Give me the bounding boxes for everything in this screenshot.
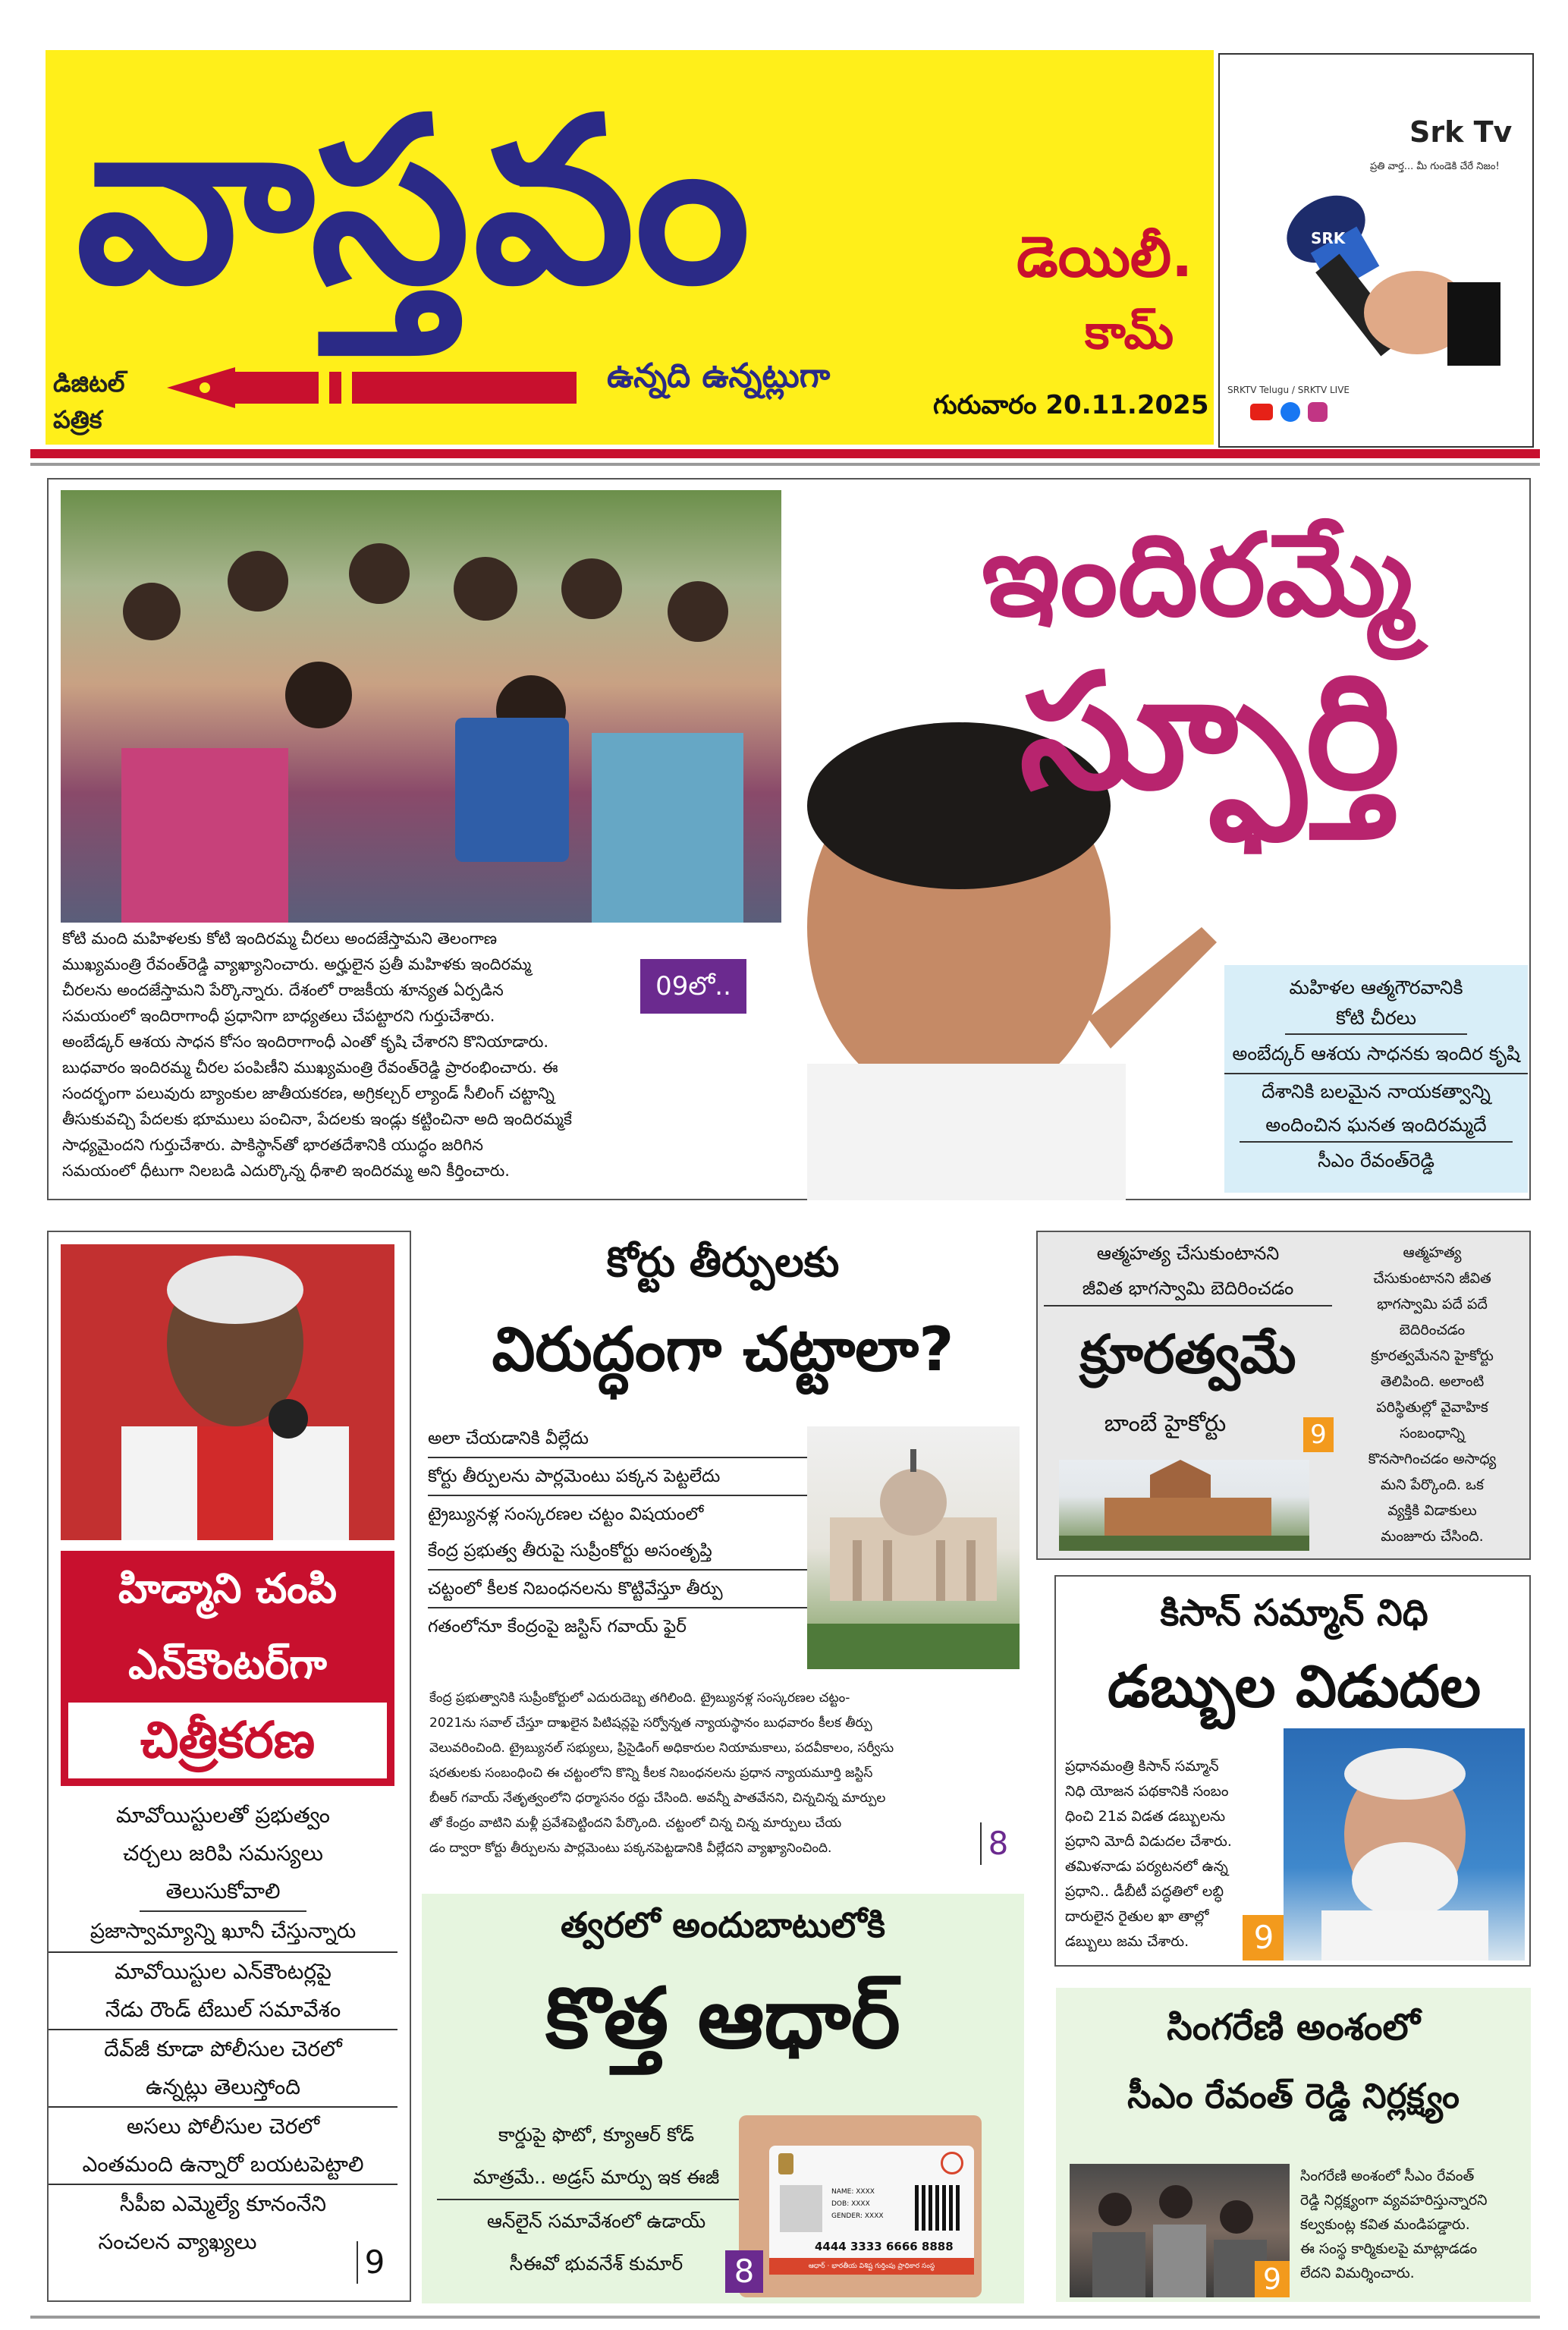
left-headline-3: చిత్రీకరణ bbox=[68, 1703, 387, 1778]
court-story bbox=[422, 1231, 1024, 1879]
kisan-line: ప్రధాని మోదీ విడుదల చేశారు. bbox=[1065, 1833, 1232, 1850]
left-lines bbox=[49, 1797, 397, 2261]
aadhaar-story bbox=[422, 1894, 1024, 2303]
qr-code-icon bbox=[915, 2185, 960, 2231]
lead-body-line: సందర్భంగా పలువురు బ్యాంకుల జాతీయకరణ, అగ్రికల్చర్ ల్యాండ్ సీలింగ్ చట్టాన్ని bbox=[62, 1084, 555, 1102]
lead-body-line: కోటి మంది మహిళలకు కోటి ఇందిరమ్మ చీరలు అందజేస్తామని తెలంగాణ bbox=[62, 929, 498, 948]
court-bullet: అలా చేయడానికి వీల్లేదు bbox=[428, 1420, 807, 1458]
bombay-side-line: చేసుకుంటానని జీవిత bbox=[1373, 1270, 1491, 1287]
left-headline-2: ఎన్‌కౌంటర్‌గా bbox=[128, 1640, 327, 1688]
kisan-kicker: కిసాన్ సమ్మాన్ నిధి bbox=[1160, 1592, 1428, 1634]
lead-body-line: తీసుకువచ్చి పేదలకు భూములు పంచినా, పేదలకు ఇండ్లు కట్టించినా అది ఇందిరమ్మకే bbox=[62, 1110, 572, 1128]
bombay-side-line: కొనసాగించడం అసాధ్య bbox=[1368, 1451, 1497, 1467]
srktv-mic-label: SRK bbox=[1311, 229, 1346, 247]
bombay-photo-highcourt bbox=[1059, 1460, 1309, 1551]
lead-side-line: కోటి చీరలు bbox=[1285, 1003, 1467, 1035]
court-bullet: చట్టంలో కీలక నిబంధనలను కొట్టివేస్తూ తీర్పు bbox=[428, 1571, 807, 1608]
user-silhouette-icon bbox=[780, 2185, 822, 2232]
srktv-tagline: ప్రతి వార్త... మీ గుండెకి చేరే నిజం! bbox=[1370, 161, 1500, 172]
aadhaar-card-photo bbox=[739, 2115, 982, 2297]
aadhaar-line: మాత్రమే.. అడ్రస్ మార్పు ఇక ఈజీ bbox=[437, 2156, 756, 2200]
court-body-line: డం ద్వారా కోర్టు తీర్పులను పార్లమెంటు పక్కనపెట్టడానికి వీల్లేదని వ్యాఖ్యానించింది. bbox=[429, 1841, 832, 1856]
kisan-line: తమిళనాడు పర్యటనలో ఉన్న bbox=[1065, 1858, 1228, 1875]
kisan-page-number[interactable]: 9 bbox=[1243, 1915, 1285, 1961]
lead-side-box bbox=[1224, 965, 1528, 1193]
court-body-line: 2021ను సవాల్ చేస్తూ దాఖలైన పిటిషన్లపై సర్వోన్నత న్యాయస్థానం బుధవారం కీలక తీర్పు bbox=[429, 1715, 872, 1731]
masthead-digital-2: పత్రిక bbox=[53, 405, 102, 434]
left-photo-speaker bbox=[61, 1244, 394, 1540]
court-headline: విరుద్ధంగా చట్టాలా? bbox=[492, 1314, 954, 1385]
masthead-tagline: ఉన్నది ఉన్నట్లుగా bbox=[607, 357, 831, 395]
microphone-icon bbox=[1273, 184, 1500, 373]
left-line: నేడు రౌండ్ టేబుల్ సమావేశం bbox=[49, 1991, 397, 2030]
instagram-icon[interactable] bbox=[1308, 402, 1328, 422]
aadhaar-card-dob: DOB: XXXX bbox=[831, 2200, 870, 2208]
lead-body-line: సమయంలో ధీటుగా నిలబడి ఎదుర్కొన్న ధీశాలి ఇందిరమ్మ అని కీర్తించారు. bbox=[62, 1162, 510, 1180]
rule-grey bbox=[30, 463, 1540, 466]
lead-body-line: బుధవారం ఇందిరమ్మ చీరల పంపిణీని ముఖ్యమంత్రి రేవంత్‌రెడ్డి ప్రారంభించారు. ఈ bbox=[62, 1058, 558, 1077]
left-line: మావోయిస్టుల ఎన్‌కౌంటర్లపై bbox=[115, 1959, 332, 1984]
bottom-rule bbox=[30, 2316, 1540, 2319]
bombay-side-line: వ్యక్తికి విడాకులు bbox=[1387, 1502, 1477, 1519]
kisan-story bbox=[1054, 1575, 1531, 1967]
left-line: మావోయిస్టులతో ప్రభుత్వం bbox=[116, 1803, 330, 1828]
bombay-side-line: బెదిరించడం bbox=[1399, 1322, 1466, 1338]
court-bullet: కోర్టు తీర్పులను పార్లమెంటు పక్కన పెట్టలేదు bbox=[428, 1458, 807, 1496]
singareni-line: ఈ సంస్థ కార్మికులపై మాట్లాడడం bbox=[1300, 2240, 1478, 2257]
court-body bbox=[429, 1686, 991, 1861]
singareni-line: రెడ్డి నిర్లక్ష్యంగా వ్యవహరిస్తున్నారని bbox=[1300, 2192, 1488, 2209]
left-line: అసలు పోలీసుల చెరలో bbox=[126, 2114, 320, 2139]
aadhaar-logo-icon bbox=[941, 2152, 963, 2174]
aadhaar-card-footer: ఆధార్ · భారతీయ విశిష్ట గుర్తింపు ప్రాధికార సంస్థ bbox=[769, 2258, 974, 2275]
aadhaar-card bbox=[769, 2146, 974, 2275]
lead-body-line: సాధ్యమైందని గుర్తుచేశారు. పాకిస్థాన్‌తో భారతదేశానికి యుద్ధం జరిగిన bbox=[62, 1136, 483, 1154]
bombay-side-line: మని పేర్కొంది. ఒక bbox=[1381, 1476, 1484, 1493]
lead-side-line: సీఎం రేవంత్‌రెడ్డి bbox=[1318, 1149, 1434, 1171]
lead-body-line: చీరలను అందజేస్తామని పేర్కొన్నారు. దేశంలో రాజకీయ శూన్యత ఏర్పడిన bbox=[62, 981, 504, 999]
bombay-kicker-2: జీవిత భాగస్వామి బెదిరించడం bbox=[1044, 1272, 1332, 1306]
left-line: ఉన్నట్లు తెలుస్తోంది bbox=[49, 2068, 397, 2108]
lead-jump-badge[interactable]: 09లో.. bbox=[640, 959, 746, 1014]
masthead-digital-1: డిజిటల్ bbox=[53, 369, 125, 398]
rule-red bbox=[30, 449, 1540, 458]
lead-body-line: ముఖ్యమంత్రి రేవంత్‌రెడ్డి వ్యాఖ్యానించారు. అర్హులైన ప్రతీ మహిళకు ఇందిరమ్మ bbox=[62, 955, 532, 973]
court-bullet: కేంద్ర ప్రభుత్వ తీరుపై సుప్రీంకోర్టు అసంతృప్తి bbox=[428, 1533, 807, 1571]
singareni-line: సింగరేణి అంశంలో సీఎం రేవంత్ bbox=[1300, 2168, 1475, 2184]
left-line: సంచలన వ్యాఖ్యలు bbox=[98, 2229, 257, 2254]
bombay-side-line: తెలిపింది. అలాంటి bbox=[1380, 1373, 1485, 1390]
masthead-title: వాస్తవం bbox=[76, 69, 754, 334]
court-body-line: బీఆర్ గవాయ్ నేతృత్వంలోని ధర్మాసనం రద్దు చేసింది. అవన్నీ పాతవేనని, చిన్నచిన్న మార్పుల bbox=[429, 1791, 886, 1806]
bombay-side-line: ఆత్మహత్య bbox=[1403, 1244, 1462, 1261]
court-body-line: వెలువరించింది. ట్రైబ్యునల్ సభ్యులు, ప్రిసైడింగ్ అధికారుల నియామకాలు, పదవీకాలం, సర్వీసు bbox=[429, 1740, 894, 1756]
court-photo-supreme-court bbox=[807, 1426, 1020, 1669]
facebook-icon[interactable] bbox=[1280, 402, 1300, 422]
kisan-line: డబ్బులు జమ చేశారు. bbox=[1065, 1933, 1189, 1950]
masthead-date: గురువారం 20.11.2025 bbox=[933, 390, 1209, 420]
aadhaar-card-name: NAME: XXXX bbox=[831, 2188, 875, 2196]
court-body-line: షరతులకు సంబంధించి ఈ చట్టంలోని కొన్ని కీలక నిబంధనలను ప్రధాన న్యాయమూర్తి జస్టిస్ bbox=[429, 1766, 873, 1781]
lead-side-line: అంబేద్కర్ ఆశయ సాధనకు ఇందిర కృషి bbox=[1224, 1035, 1528, 1074]
bombay-side bbox=[1341, 1240, 1523, 1549]
pen-nib-icon bbox=[167, 361, 592, 414]
left-line: ఎంతమంది ఉన్నారో బయటపెట్టాలి bbox=[49, 2146, 397, 2185]
bombay-story bbox=[1036, 1231, 1531, 1560]
masthead bbox=[46, 50, 1214, 445]
lead-side-line: మహిళల ఆత్మగౌరవానికి bbox=[1289, 976, 1463, 998]
court-page-number[interactable]: 8 bbox=[980, 1822, 1015, 1865]
kisan-line: దారులైన రైతుల ఖా తాల్లో bbox=[1065, 1908, 1209, 1925]
left-line: ప్రజాస్వామ్యాన్ని ఖూనీ చేస్తున్నారు bbox=[49, 1912, 397, 1953]
kisan-line: ప్రధాని.. డీబీటీ పద్ధతిలో లబ్ధి bbox=[1065, 1883, 1224, 1900]
court-bullet: గతంలోనూ కేంద్రంపై జస్టిస్ గవాయ్ ఫైర్ bbox=[428, 1617, 687, 1637]
emblem-icon bbox=[778, 2153, 793, 2174]
bombay-side-line: భాగస్వామి పదే పదే bbox=[1377, 1296, 1488, 1313]
masthead-com: కామ్ bbox=[1085, 304, 1174, 360]
bombay-kicker-1: ఆత్మహత్య చేసుకుంటానని bbox=[1096, 1243, 1280, 1264]
kisan-line: ధించి 21వ విడత డబ్బులను bbox=[1065, 1808, 1226, 1825]
court-bullets bbox=[428, 1420, 807, 1645]
lead-photo-crowd bbox=[61, 490, 781, 923]
aadhaar-lines bbox=[437, 2114, 756, 2285]
bombay-headline: క్రూరత్వమే bbox=[1079, 1323, 1296, 1385]
aadhaar-line: కార్డుపై ఫొటో, క్యూఆర్ కోడ్ bbox=[498, 2124, 695, 2146]
left-line: తెలుసుకోవాలి bbox=[140, 1872, 306, 1912]
singareni-lines bbox=[1300, 2164, 1528, 2285]
lead-headline-1: ఇందిరమ్మే bbox=[982, 510, 1413, 642]
aadhaar-kicker: త్వరలో అందుబాటులోకి bbox=[560, 1904, 886, 1945]
kisan-line: ప్రధానమంత్రి కిసాన్ సమ్మాన్ bbox=[1065, 1758, 1219, 1775]
left-line: చర్చలు జరిపి సమస్యలు bbox=[122, 1841, 323, 1866]
aadhaar-line: ఆన్‌లైన్ సమావేశంలో ఉడాయ్ bbox=[486, 2210, 706, 2232]
aadhaar-line: సీఈవో భువనేశ్ కుమార్ bbox=[509, 2253, 683, 2275]
singareni-story bbox=[1056, 1988, 1531, 2302]
kisan-line: నిధి యోజన పథకానికి సంబం bbox=[1065, 1783, 1229, 1800]
left-headline-box bbox=[61, 1551, 394, 1786]
bombay-side-line: పరిస్థితుల్లో వైవాహిక bbox=[1376, 1399, 1488, 1416]
kisan-headline: డబ్బుల విడుదల bbox=[1107, 1652, 1482, 1720]
singareni-line: కల్వకుంట్ల కవిత మండిపడ్డారు. bbox=[1300, 2216, 1470, 2233]
lead-headline-2: స్ఫూర్తి bbox=[1020, 639, 1400, 825]
lead-body bbox=[62, 926, 669, 1184]
court-bullet: ట్రైబ్యునళ్ల సంస్కరణల చట్టం విషయంలో bbox=[428, 1505, 704, 1524]
bombay-side-line: మంజూరు చేసింది. bbox=[1381, 1528, 1484, 1545]
youtube-icon[interactable] bbox=[1250, 404, 1273, 420]
singareni-line: లేదని విమర్శించారు. bbox=[1300, 2265, 1415, 2281]
left-column bbox=[47, 1231, 411, 2302]
aadhaar-card-gender: GENDER: XXXX bbox=[831, 2212, 884, 2220]
singareni-headline: సీఎం రేవంత్ రెడ్డి నిర్లక్ష్యం bbox=[1127, 2076, 1460, 2116]
singareni-kicker: సింగరేణి అంశంలో bbox=[1167, 2006, 1420, 2049]
aadhaar-page-number[interactable]: 8 bbox=[725, 2250, 763, 2293]
left-line: సీపీఐ ఎమ్మెల్యే కూనంనేని bbox=[119, 2191, 327, 2216]
lead-body-line: సమయంలో ఇందిరాగాంధీ ప్రధానిగా బాధ్యతలు చేపట్టారని గుర్తుచేశారు. bbox=[62, 1007, 495, 1025]
left-page-number[interactable]: 9 bbox=[357, 2241, 391, 2284]
aadhaar-headline: కొత్త ఆధార్ bbox=[545, 1970, 900, 2067]
lead-body-line: అంబేడ్కర్ ఆశయ సాధన కోసం ఇందిరాగాంధీ ఎంతో కృషి చేశారని కొనియాడారు. bbox=[62, 1033, 549, 1051]
bombay-page-number[interactable]: 9 bbox=[1303, 1417, 1334, 1452]
srktv-ad[interactable] bbox=[1218, 53, 1534, 448]
srktv-handles: SRKTV Telugu / SRKTV LIVE bbox=[1227, 385, 1350, 395]
aadhaar-card-number: 4444 3333 6666 8888 bbox=[815, 2240, 954, 2253]
court-body-line: కేంద్ర ప్రభుత్వానికి సుప్రీంకోర్టులో ఎదురుదెబ్బ తగిలింది. ట్రైబ్యునళ్ల సంస్కరణల చట్టం- bbox=[429, 1690, 850, 1706]
bombay-side-line: సంబంధాన్ని bbox=[1400, 1425, 1465, 1442]
court-body-line: తో కేంద్రం వాటిని మళ్లీ ప్రవేశపెట్టిందని పేర్కొంది. చట్టంలో చిన్న చిన్న మార్పులు చేయ bbox=[429, 1816, 842, 1831]
lead-side-line: అందించిన ఘనత ఇందిరమ్మదే bbox=[1240, 1109, 1513, 1143]
bombay-side-line: క్రూరత్వమేనని హైకోర్టు bbox=[1371, 1347, 1494, 1364]
lead-side-line: దేశానికి బలమైన నాయకత్వాన్ని bbox=[1262, 1080, 1491, 1102]
court-kicker: కోర్టు తీర్పులకు bbox=[606, 1238, 840, 1286]
srktv-title: Srk Tv bbox=[1409, 115, 1513, 149]
singareni-page-number[interactable]: 9 bbox=[1255, 2261, 1290, 2297]
kisan-photo-modi bbox=[1284, 1728, 1525, 1961]
masthead-daily: డెయిలీ. bbox=[1017, 225, 1193, 290]
lead-story bbox=[47, 478, 1531, 1200]
left-line: దేవ్‌జీ కూడా పోలీసుల చెరలో bbox=[104, 2036, 342, 2061]
bombay-sub: బాంబే హైకోర్టు bbox=[1104, 1410, 1227, 1437]
left-headline-1: హిడ్మాని చంపి bbox=[118, 1564, 338, 1612]
